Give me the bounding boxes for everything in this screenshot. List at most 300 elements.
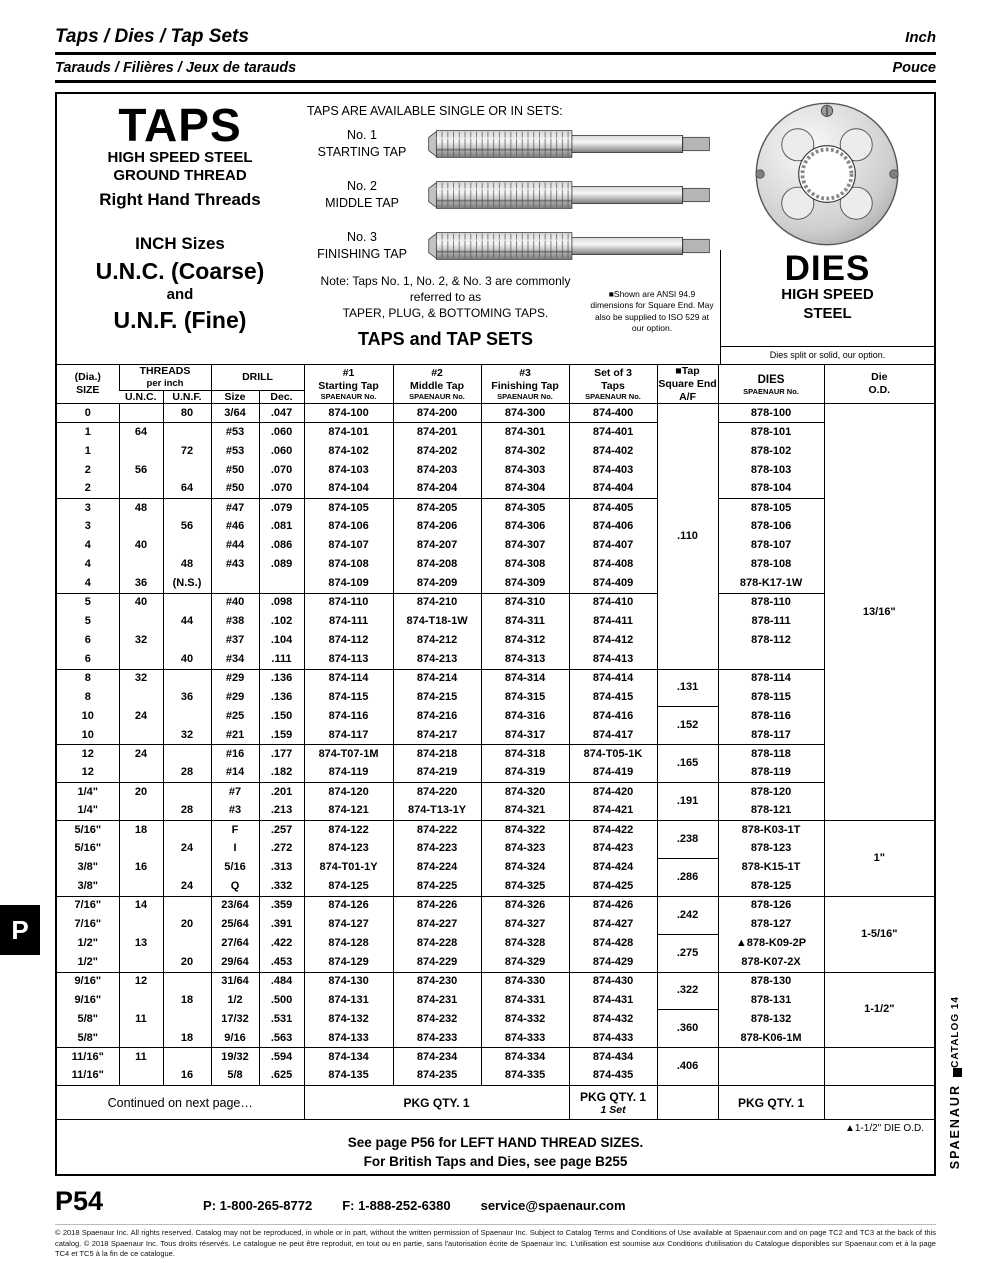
table-row [57,953,934,972]
cell-tap1: 874-T07-1M [304,745,393,764]
brand-name-vertical: SPAENAUR [948,1084,962,1170]
cell-size: 10 [81,709,94,722]
cell-size: 3 [84,520,91,533]
cell-tap2: 874-T13-1Y [393,802,481,821]
unit-label-fr: Pouce [892,60,936,76]
cell-drill-dec: .563 [259,1029,304,1048]
cell-unc: 18 [119,821,163,840]
cell-unc [119,612,163,631]
cell-drill-size: Q [211,877,259,896]
cell-unc: 11 [119,1010,163,1029]
cell-tap3: 874-305 [481,499,569,518]
cell-unc [119,442,163,461]
masthead [55,26,936,83]
cell-tap3: 874-332 [481,1010,569,1029]
col-header-drill-dec: Dec. [259,390,304,404]
cell-drill-size: 25/64 [211,915,259,934]
cell-dies: 878-101 [718,423,824,442]
col-header-unf: U.N.F. [163,390,211,404]
cell-set: 874-414 [569,669,657,688]
table-title: TAPS and TAP SETS [357,328,534,349]
cell-tap2: 874-235 [393,1067,481,1086]
table-row [57,442,934,461]
cell-tap3: 874-306 [481,518,569,537]
british-taps-note: For British Taps and Dies, see page B255 [363,1154,628,1169]
cell-unf [163,669,211,688]
cell-tap3: 874-327 [481,915,569,934]
cell-drill-size: #44 [211,536,259,555]
cell-drill-dec: .150 [259,707,304,726]
table-row [57,593,934,612]
cell-tap1: 874-109 [304,574,393,593]
cell-tap3: 874-301 [481,423,569,442]
cell-tap1: 874-106 [304,518,393,537]
cell-unf [163,934,211,953]
cell-size: 0 [57,404,119,423]
dies-hss-line1: HIGH SPEED [781,286,874,303]
cell-tap3: 874-331 [481,991,569,1010]
col-header-drill: DRILL [211,365,304,391]
cell-unc: 32 [119,631,163,650]
cell-set: 874-422 [569,821,657,840]
cell-set: 874-428 [569,934,657,953]
col-header-tap2: #2 Middle Tap SPAENAUR No. [393,365,481,404]
cell-tap3: 874-312 [481,631,569,650]
cell-size: 2 [84,463,91,476]
cell-size: 5/8" [77,1012,98,1025]
cell-set: 874-431 [569,991,657,1010]
cell-tap1: 874-110 [304,593,393,612]
cell-unc [119,877,163,896]
tap-2-label [303,178,421,211]
col-header-threads: THREADS per inch [119,365,211,391]
cell-drill-dec: .500 [259,991,304,1010]
cell-od: 13/16" [824,404,934,821]
cell-tap2: 874-205 [393,499,481,518]
cell-drill-size: 27/64 [211,934,259,953]
table-row [57,404,934,423]
cell-unc [119,480,163,499]
cell-tap3: 874-333 [481,1029,569,1048]
cell-dies: 878-120 [718,783,824,802]
cell-unc: 24 [119,745,163,764]
table-row [57,499,934,518]
cell-drill-size: I [211,839,259,858]
cell-drill-dec: .136 [259,688,304,707]
cell-tap1: 874-113 [304,650,393,669]
cell-size: 11/16" [71,1050,104,1063]
cell-tap2: 874-224 [393,858,481,877]
cell-drill-size: #21 [211,726,259,745]
cell-tap1: 874-101 [304,423,393,442]
cell-dies: 878-102 [718,442,824,461]
cell-drill-size: #25 [211,707,259,726]
cell-size: 3/8" [57,877,119,896]
cell-tap3: 874-323 [481,839,569,858]
left-hand-thread-note: See page P56 for LEFT HAND THREAD SIZES. [347,1135,644,1150]
cell-set: 874-411 [569,612,657,631]
die-illustration [728,98,926,250]
cell-tap2: 874-200 [393,404,481,423]
cell-drill-dec: .159 [259,726,304,745]
cell-size: 1 [84,444,91,457]
cell-tap3: 874-310 [481,593,569,612]
cell-set: 874-420 [569,783,657,802]
cell-set: 874-407 [569,536,657,555]
cell-drill-dec: .079 [259,499,304,518]
cell-unc: 40 [119,593,163,612]
cell-drill-dec: .313 [259,858,304,877]
cell-dies: 878-116 [718,707,824,726]
cell-unf [163,1010,211,1029]
tap-3-label [303,229,421,262]
table-row [57,858,934,877]
cell-dies: 878-126 [718,896,824,915]
cell-drill-size: #53 [211,423,259,442]
cell-tap2: 874-222 [393,821,481,840]
tap-number-label: No. 3 [347,230,377,245]
cell-drill-dec: .086 [259,536,304,555]
cell-tap1: 874-121 [304,802,393,821]
cell-drill-dec: .047 [259,404,304,423]
cell-tap3: 874-330 [481,972,569,991]
cell-size: 4 [84,539,91,552]
cell-set: 874-427 [569,915,657,934]
cell-tap2: 874-227 [393,915,481,934]
cell-unf: 28 [163,802,211,821]
phone-number: P: 1-800-265-8772 [203,1198,313,1213]
cell-drill-dec: .213 [259,802,304,821]
table-row [57,650,934,669]
cell-unf [163,972,211,991]
empty-cell [824,1086,934,1120]
table-row [57,821,934,840]
cell-tap1: 874-132 [304,1010,393,1029]
cell-dies: 878-K06-1M [718,1029,824,1048]
dies-panel [720,94,934,364]
cell-dies: 878-131 [718,991,824,1010]
cell-size: 12 [81,747,94,760]
cell-unf [163,821,211,840]
cell-set: 874-430 [569,972,657,991]
cell-tap1: 874-116 [304,707,393,726]
cell-tap2: 874-218 [393,745,481,764]
cell-unc [119,915,163,934]
table-row [57,536,934,555]
cell-unc [119,650,163,669]
cell-dies: 878-103 [718,461,824,480]
cell-tap2: 874-234 [393,1048,481,1067]
cell-dies: 878-K17-1W [718,574,824,593]
intro-notes-area [303,273,720,364]
cell-unf: (N.S.) [163,574,211,593]
cell-af: .131 [657,669,718,707]
box-footer [57,1120,934,1174]
cell-tap3: 874-326 [481,896,569,915]
table-row [57,877,934,896]
cell-tap3: 874-309 [481,574,569,593]
dies-option-note: Dies split or solid, our option. [721,346,934,364]
cell-dies: 878-K03-1T [718,821,824,840]
cell-tap3: 874-300 [481,404,569,423]
die-od-note: ▲1-1/2" DIE O.D. [844,1123,924,1134]
cell-unc [119,839,163,858]
cell-af: .406 [657,1048,718,1086]
cell-tap2: 874-201 [393,423,481,442]
cell-unf: 20 [163,915,211,934]
cell-tap2: 874-202 [393,442,481,461]
cell-drill-size: 23/64 [211,896,259,915]
cell-drill-dec: .098 [259,593,304,612]
cell-unf: 44 [163,612,211,631]
cell-unf [163,593,211,612]
cell-set: 874-410 [569,593,657,612]
page-title: Taps / Dies / Tap Sets [55,26,249,47]
empty-cell [657,1086,718,1120]
cell-drill-dec: .453 [259,953,304,972]
table-row [57,518,934,537]
table-row [57,896,934,915]
availability-note: TAPS ARE AVAILABLE SINGLE OR IN SETS: [307,104,563,118]
cell-unc [119,802,163,821]
cell-tap2: 874-228 [393,934,481,953]
cell-drill-size: 9/16 [211,1029,259,1048]
pkg-qty-row [57,1086,934,1120]
cell-af: .152 [657,707,718,745]
cell-tap1: 874-117 [304,726,393,745]
cell-tap1: 874-107 [304,536,393,555]
cell-tap3: 874-314 [481,669,569,688]
cell-tap3: 874-302 [481,442,569,461]
cell-drill-size: #50 [211,461,259,480]
cell-dies: ▲878-K09-2P [718,934,824,953]
cell-tap1: 874-128 [304,934,393,953]
cell-tap2: 874-215 [393,688,481,707]
cell-unf [163,499,211,518]
cell-drill-dec: .070 [259,461,304,480]
cell-size: 1/2" [57,953,119,972]
cell-tap2: 874-231 [393,991,481,1010]
cell-size: 6 [84,634,91,647]
cell-tap1: 874-T01-1Y [304,858,393,877]
cell-drill-dec: .422 [259,934,304,953]
cell-drill-dec: .060 [259,423,304,442]
pkg-qty-dies: PKG QTY. 1 [718,1086,824,1120]
cell-tap1: 874-125 [304,877,393,896]
cell-tap2: 874-226 [393,896,481,915]
table-row [57,991,934,1010]
cell-tap3: 874-334 [481,1048,569,1067]
cell-tap1: 874-105 [304,499,393,518]
table-row [57,1029,934,1048]
cell-size: 1/4" [57,802,119,821]
cell-unf: 24 [163,839,211,858]
cell-tap2: 874-219 [393,764,481,783]
table-row [57,1067,934,1086]
cell-tap3: 874-329 [481,953,569,972]
cell-tap3: 874-303 [481,461,569,480]
cell-unf: 40 [163,650,211,669]
cell-tap3: 874-313 [481,650,569,669]
cell-tap2: 874-T18-1W [393,612,481,631]
cell-dies: 878-105 [718,499,824,518]
cell-unc [119,953,163,972]
cell-od: 1-5/16" [824,896,934,972]
cell-set: 874-T05-1K [569,745,657,764]
cell-unf [163,858,211,877]
cell-tap2: 874-206 [393,518,481,537]
hss-line2: GROUND THREAD [113,166,247,184]
contact-line [203,1198,625,1213]
cell-tap2: 874-207 [393,536,481,555]
cell-unc: 36 [119,574,163,593]
table-row [57,1048,934,1067]
main-content-box [55,92,936,1176]
cell-unc: 56 [119,461,163,480]
cell-set: 874-416 [569,707,657,726]
cell-unf: 36 [163,688,211,707]
cell-drill-size: 5/16 [211,858,259,877]
cell-unc [119,991,163,1010]
cell-drill-dec: .332 [259,877,304,896]
cell-drill-size: #47 [211,499,259,518]
cell-set: 874-400 [569,404,657,423]
cell-af: .242 [657,896,718,934]
cell-tap2: 874-217 [393,726,481,745]
page-number: P54 [55,1186,104,1216]
cell-od: 1" [824,821,934,897]
cell-unf: 18 [163,1029,211,1048]
tap-note-line2: referred to as [409,290,482,305]
cell-drill-dec: .272 [259,839,304,858]
table-row [57,555,934,574]
cell-od [824,1048,934,1086]
tap-note-line1: Note: Taps No. 1, No. 2, & No. 3 are commonly [320,274,571,288]
cell-drill-size: #29 [211,669,259,688]
cell-tap2: 874-223 [393,839,481,858]
cell-tap1: 874-133 [304,1029,393,1048]
cell-unc [119,555,163,574]
finishing-tap-illustration [421,225,719,267]
cell-dies: 878-104 [718,480,824,499]
cell-dies: 878-100 [718,404,824,423]
cell-drill-size: 17/32 [211,1010,259,1029]
cell-od: 1-1/2" [824,972,934,1048]
cell-unf [163,631,211,650]
cell-drill-size: 5/8 [211,1067,259,1086]
col-header-af: ■Tap Square End A/F [658,365,717,403]
cell-drill-size: #7 [211,783,259,802]
email-address: service@spaenaur.com [480,1198,626,1213]
table-row [57,423,934,442]
cell-tap1: 874-114 [304,669,393,688]
starting-tap-illustration [421,123,719,165]
cell-tap3: 874-328 [481,934,569,953]
table-row [57,802,934,821]
cell-tap3: 874-319 [481,764,569,783]
cell-drill-size: #37 [211,631,259,650]
cell-unf: 16 [163,1067,211,1086]
divider [55,52,936,55]
cell-drill-dec: .104 [259,631,304,650]
cell-unc: 24 [119,707,163,726]
cell-unc: 16 [119,858,163,877]
cell-tap3: 874-315 [481,688,569,707]
cell-unc: 11 [119,1048,163,1067]
table-row [57,669,934,688]
cell-tap2: 874-213 [393,650,481,669]
cell-unf: 28 [163,764,211,783]
cell-set: 874-425 [569,877,657,896]
continued-note: Continued on next page… [57,1086,304,1120]
legal-text [55,1224,936,1260]
cell-size: 1 [84,426,91,439]
cell-set: 874-403 [569,461,657,480]
unc-coarse-label: U.N.C. (Coarse) [95,257,265,284]
cell-unf [163,536,211,555]
table-row [57,574,934,593]
cell-tap1: 874-111 [304,612,393,631]
tap-1-label [303,127,421,160]
cell-unc [119,726,163,745]
cell-unc: 14 [119,896,163,915]
table-row [57,726,934,745]
cell-dies: 878-118 [718,745,824,764]
cell-set: 874-424 [569,858,657,877]
cell-unc [119,404,163,423]
cell-size: 7/16" [74,899,102,912]
page-title-fr: Tarauds / Filières / Jeux de tarauds [55,60,297,76]
pkg-qty-taps: PKG QTY. 1 [304,1086,569,1120]
cell-drill-dec: .081 [259,518,304,537]
cell-dies: 878-125 [718,877,824,896]
cell-tap2: 874-225 [393,877,481,896]
cell-size: 6 [57,650,119,669]
cell-drill-size: 19/32 [211,1048,259,1067]
cell-size: 10 [57,726,119,745]
cell-tap1: 874-123 [304,839,393,858]
cell-unf [163,423,211,442]
cell-drill-size: 29/64 [211,953,259,972]
cell-unc: 64 [119,423,163,442]
section-tab-p: P [0,905,40,955]
table-row [57,1010,934,1029]
cell-af: .165 [657,745,718,783]
cell-unf [163,896,211,915]
cell-tap1: 874-126 [304,896,393,915]
tap-table-body [57,404,934,1086]
tap-table [57,364,934,1120]
table-row [57,783,934,802]
cell-tap2: 874-209 [393,574,481,593]
tap-number-label: No. 1 [347,128,377,143]
cell-unf: 64 [163,480,211,499]
cell-dies: 878-111 [718,612,824,631]
cell-size: 5 [84,596,91,609]
tap-row-2 [303,169,720,220]
col-header-tap1: #1 Starting Tap SPAENAUR No. [304,365,393,404]
cell-drill-size: #53 [211,442,259,461]
cell-tap1: 874-130 [304,972,393,991]
cell-size: 9/16" [74,975,102,988]
cell-drill-size: #14 [211,764,259,783]
col-header-size: (Dia.) SIZE [57,365,119,404]
cell-tap3: 874-335 [481,1067,569,1086]
cell-unf: 80 [163,404,211,423]
cell-drill-dec: .201 [259,783,304,802]
cell-tap1: 874-122 [304,821,393,840]
table-row [57,764,934,783]
